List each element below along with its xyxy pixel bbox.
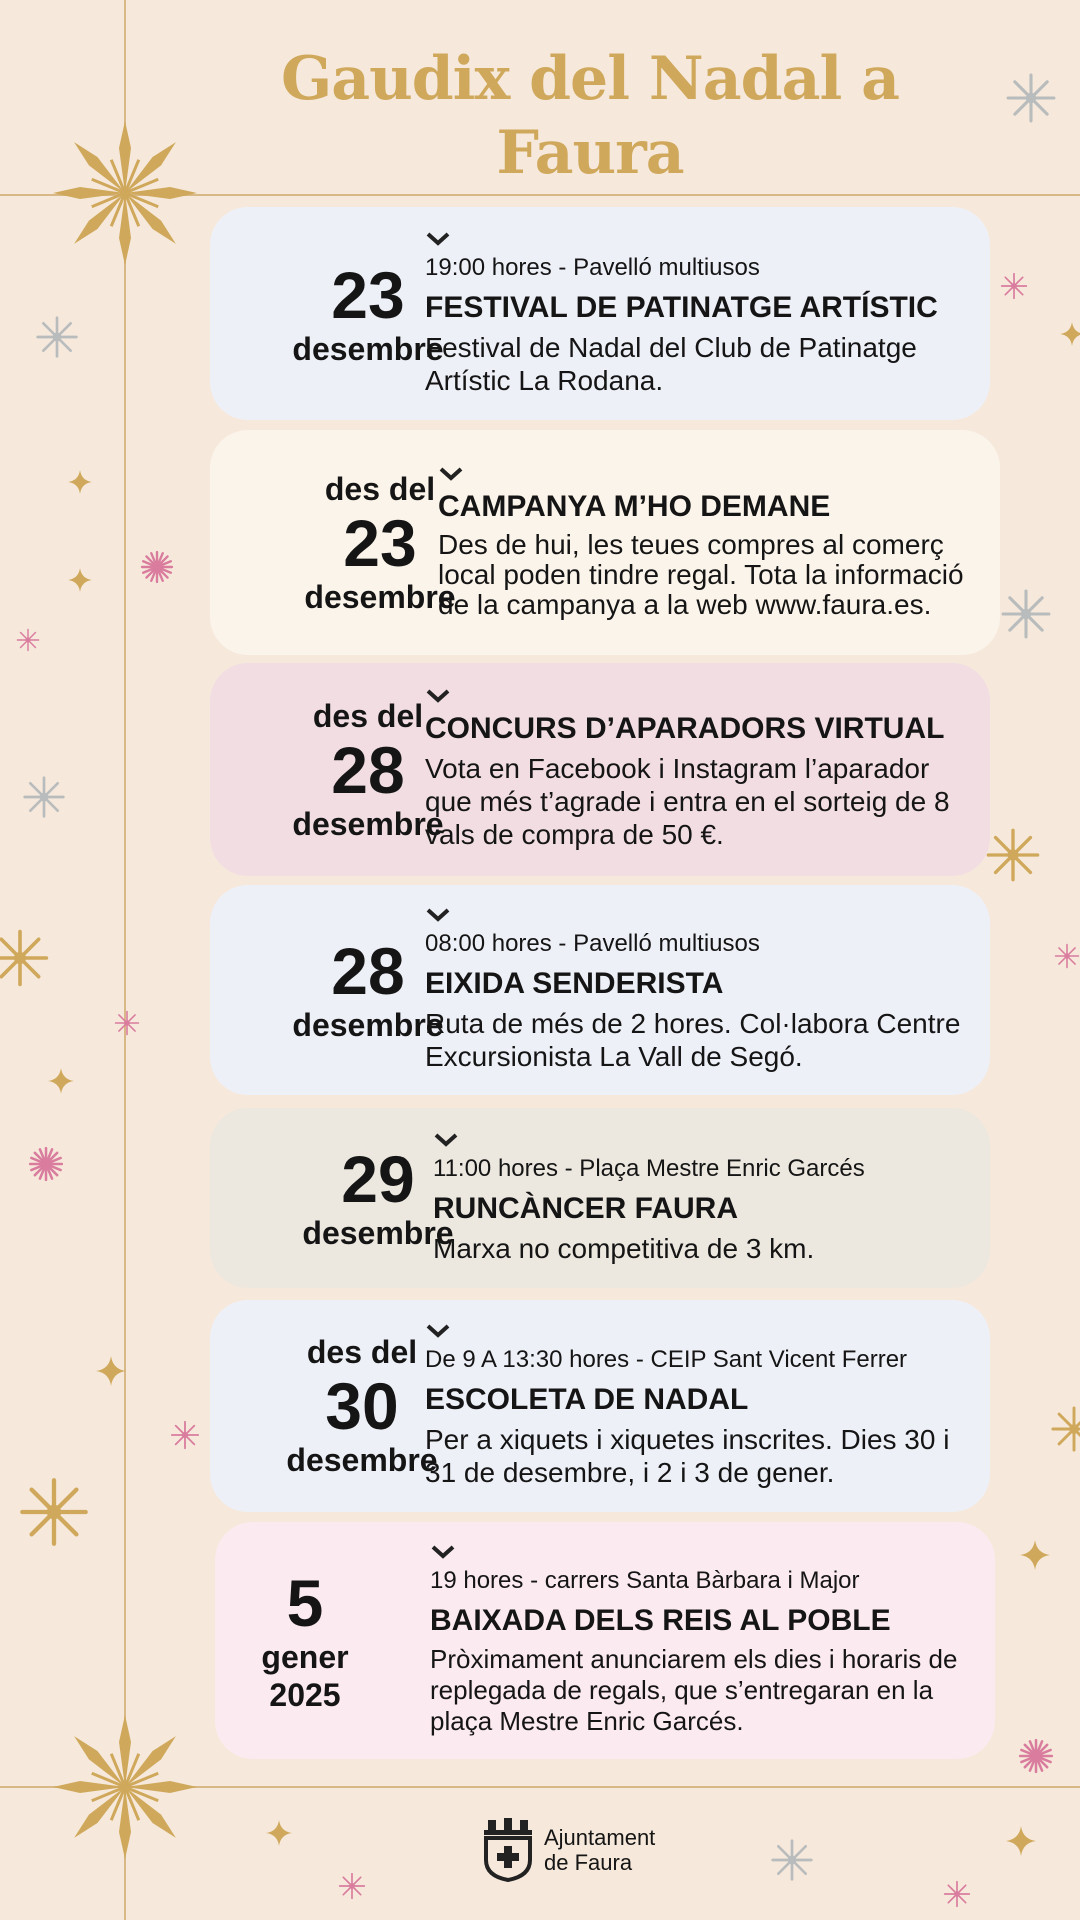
event-heading: CAMPANYA M’HO DEMANE bbox=[438, 489, 831, 523]
star-icon bbox=[16, 628, 40, 652]
chevron-down-icon[interactable] bbox=[438, 466, 464, 482]
event-info bbox=[425, 1300, 970, 1512]
event-description: Pròximament anunciarem els dies i horaris de replegada de regals, que s’entregaran en la plaça Mestre Enric Garcés. bbox=[430, 1644, 958, 1736]
chevron-down-icon[interactable] bbox=[425, 1323, 451, 1339]
event-card bbox=[210, 663, 990, 876]
snowflake-icon bbox=[50, 118, 200, 268]
chevron-down-icon[interactable] bbox=[430, 1544, 456, 1560]
star-icon bbox=[770, 1838, 814, 1882]
chevron-down-icon[interactable] bbox=[425, 231, 451, 247]
event-time-location: 19 hores - carrers Santa Bàrbara i Major bbox=[430, 1567, 860, 1594]
snowflake-icon bbox=[28, 1146, 64, 1182]
event-description: Marxa no competitiva de 3 km. bbox=[433, 1232, 815, 1264]
event-day: 29 bbox=[341, 1142, 415, 1216]
star-icon bbox=[35, 315, 79, 359]
event-month: desembre bbox=[292, 805, 444, 842]
event-time-location: De 9 A 13:30 hores - CEIP Sant Vicent Ferrer bbox=[425, 1346, 908, 1373]
event-heading: BAIXADA DELS REIS AL POBLE bbox=[430, 1604, 891, 1637]
snowflake-icon bbox=[140, 550, 174, 584]
star-icon bbox=[1005, 72, 1057, 124]
sparkle-icon bbox=[68, 568, 92, 592]
event-info bbox=[433, 1108, 970, 1288]
event-month: desembre bbox=[304, 578, 456, 615]
event-month: desembre bbox=[302, 1215, 454, 1251]
star-icon bbox=[22, 775, 66, 819]
chevron-down-icon[interactable] bbox=[433, 1132, 459, 1148]
event-date-prefix: des del bbox=[306, 1334, 418, 1370]
star-icon bbox=[1000, 272, 1028, 300]
event-heading: FESTIVAL DE PATINATGE ARTÍSTIC bbox=[425, 290, 938, 324]
snowflake-icon bbox=[1018, 1738, 1054, 1774]
star-icon bbox=[985, 827, 1041, 883]
event-date-prefix: des del bbox=[324, 470, 436, 507]
event-card bbox=[210, 430, 1000, 655]
event-heading: CONCURS D’APARADORS VIRTUAL bbox=[425, 712, 945, 745]
sparkle-icon bbox=[1006, 1826, 1036, 1856]
event-day: 30 bbox=[325, 1369, 399, 1443]
event-time-location: 11:00 hores - Plaça Mestre Enric Garcés bbox=[433, 1154, 865, 1182]
event-month: desembre bbox=[292, 1007, 444, 1043]
footer-line2: de Faura bbox=[544, 1850, 633, 1875]
event-day: 28 bbox=[331, 732, 405, 807]
event-description: Ruta de més de 2 hores. Col·labora Centre Excursionista La Vall de Segó. bbox=[425, 1008, 961, 1072]
event-info bbox=[425, 663, 970, 876]
sparkle-icon bbox=[48, 1068, 74, 1094]
event-month: gener bbox=[261, 1638, 349, 1675]
star-icon bbox=[1054, 943, 1080, 969]
event-date bbox=[215, 1522, 455, 1759]
event-description: Vota en Facebook i Instagram l’aparador que més t’agrade i entra en el sorteig de 8 vals de compra de 50 €. bbox=[425, 753, 950, 850]
event-card bbox=[210, 1300, 990, 1512]
event-card bbox=[210, 207, 990, 420]
page-title: Gaudix del Nadal a Faura bbox=[280, 44, 900, 188]
event-date-prefix: des del bbox=[312, 697, 424, 734]
star-icon bbox=[18, 1476, 90, 1548]
event-info bbox=[438, 430, 980, 655]
star-icon bbox=[1000, 588, 1052, 640]
sparkle-icon bbox=[68, 470, 92, 494]
event-description: Des de hui, les teues compres al comerç local poden tindre regal. Tota la informació de la campanya a la web www.faura.es. bbox=[438, 528, 964, 620]
event-card bbox=[210, 1108, 990, 1288]
event-card bbox=[210, 885, 990, 1095]
event-heading: RUNCÀNCER FAURA bbox=[433, 1191, 738, 1225]
event-info bbox=[425, 207, 970, 420]
frame-vertical-line bbox=[124, 0, 126, 1920]
event-year: 2025 bbox=[269, 1676, 341, 1713]
chevron-down-icon[interactable] bbox=[425, 688, 451, 704]
event-description: Per a xiquets i xiquetes inscrites. Dies 30 i 31 de desembre, i 2 i 3 de gener. bbox=[425, 1424, 950, 1488]
star-icon bbox=[943, 1880, 971, 1908]
sparkle-icon bbox=[1020, 1540, 1050, 1570]
snowflake-icon bbox=[50, 1712, 200, 1862]
event-day: 23 bbox=[331, 257, 405, 332]
town-crest-icon bbox=[480, 1818, 536, 1882]
event-time-location: 19:00 hores - Pavelló multiusos bbox=[425, 253, 760, 281]
sparkle-icon bbox=[96, 1356, 126, 1386]
star-icon bbox=[114, 1010, 140, 1036]
event-heading: ESCOLETA DE NADAL bbox=[425, 1383, 749, 1416]
event-info bbox=[430, 1522, 980, 1759]
star-icon bbox=[1050, 1405, 1080, 1453]
star-icon bbox=[170, 1420, 200, 1450]
event-card bbox=[215, 1522, 995, 1759]
event-month: desembre bbox=[292, 330, 444, 367]
event-day: 5 bbox=[286, 1565, 324, 1640]
chevron-down-icon[interactable] bbox=[425, 907, 451, 923]
star-icon bbox=[338, 1872, 366, 1900]
footer-logo bbox=[480, 1818, 655, 1882]
event-info bbox=[425, 885, 970, 1095]
event-description: Festival de Nadal del Club de Patinatge Artístic La Rodana. bbox=[425, 331, 917, 396]
event-day: 28 bbox=[331, 934, 405, 1008]
sparkle-icon bbox=[266, 1820, 292, 1846]
star-icon bbox=[0, 928, 50, 988]
event-month: desembre bbox=[286, 1442, 438, 1478]
sparkle-icon bbox=[1060, 322, 1080, 346]
event-heading: EIXIDA SENDERISTA bbox=[425, 967, 724, 1000]
event-time-location: 08:00 hores - Pavelló multiusos bbox=[425, 930, 760, 957]
footer-line1: Ajuntament bbox=[544, 1825, 656, 1850]
event-day: 23 bbox=[343, 505, 417, 580]
